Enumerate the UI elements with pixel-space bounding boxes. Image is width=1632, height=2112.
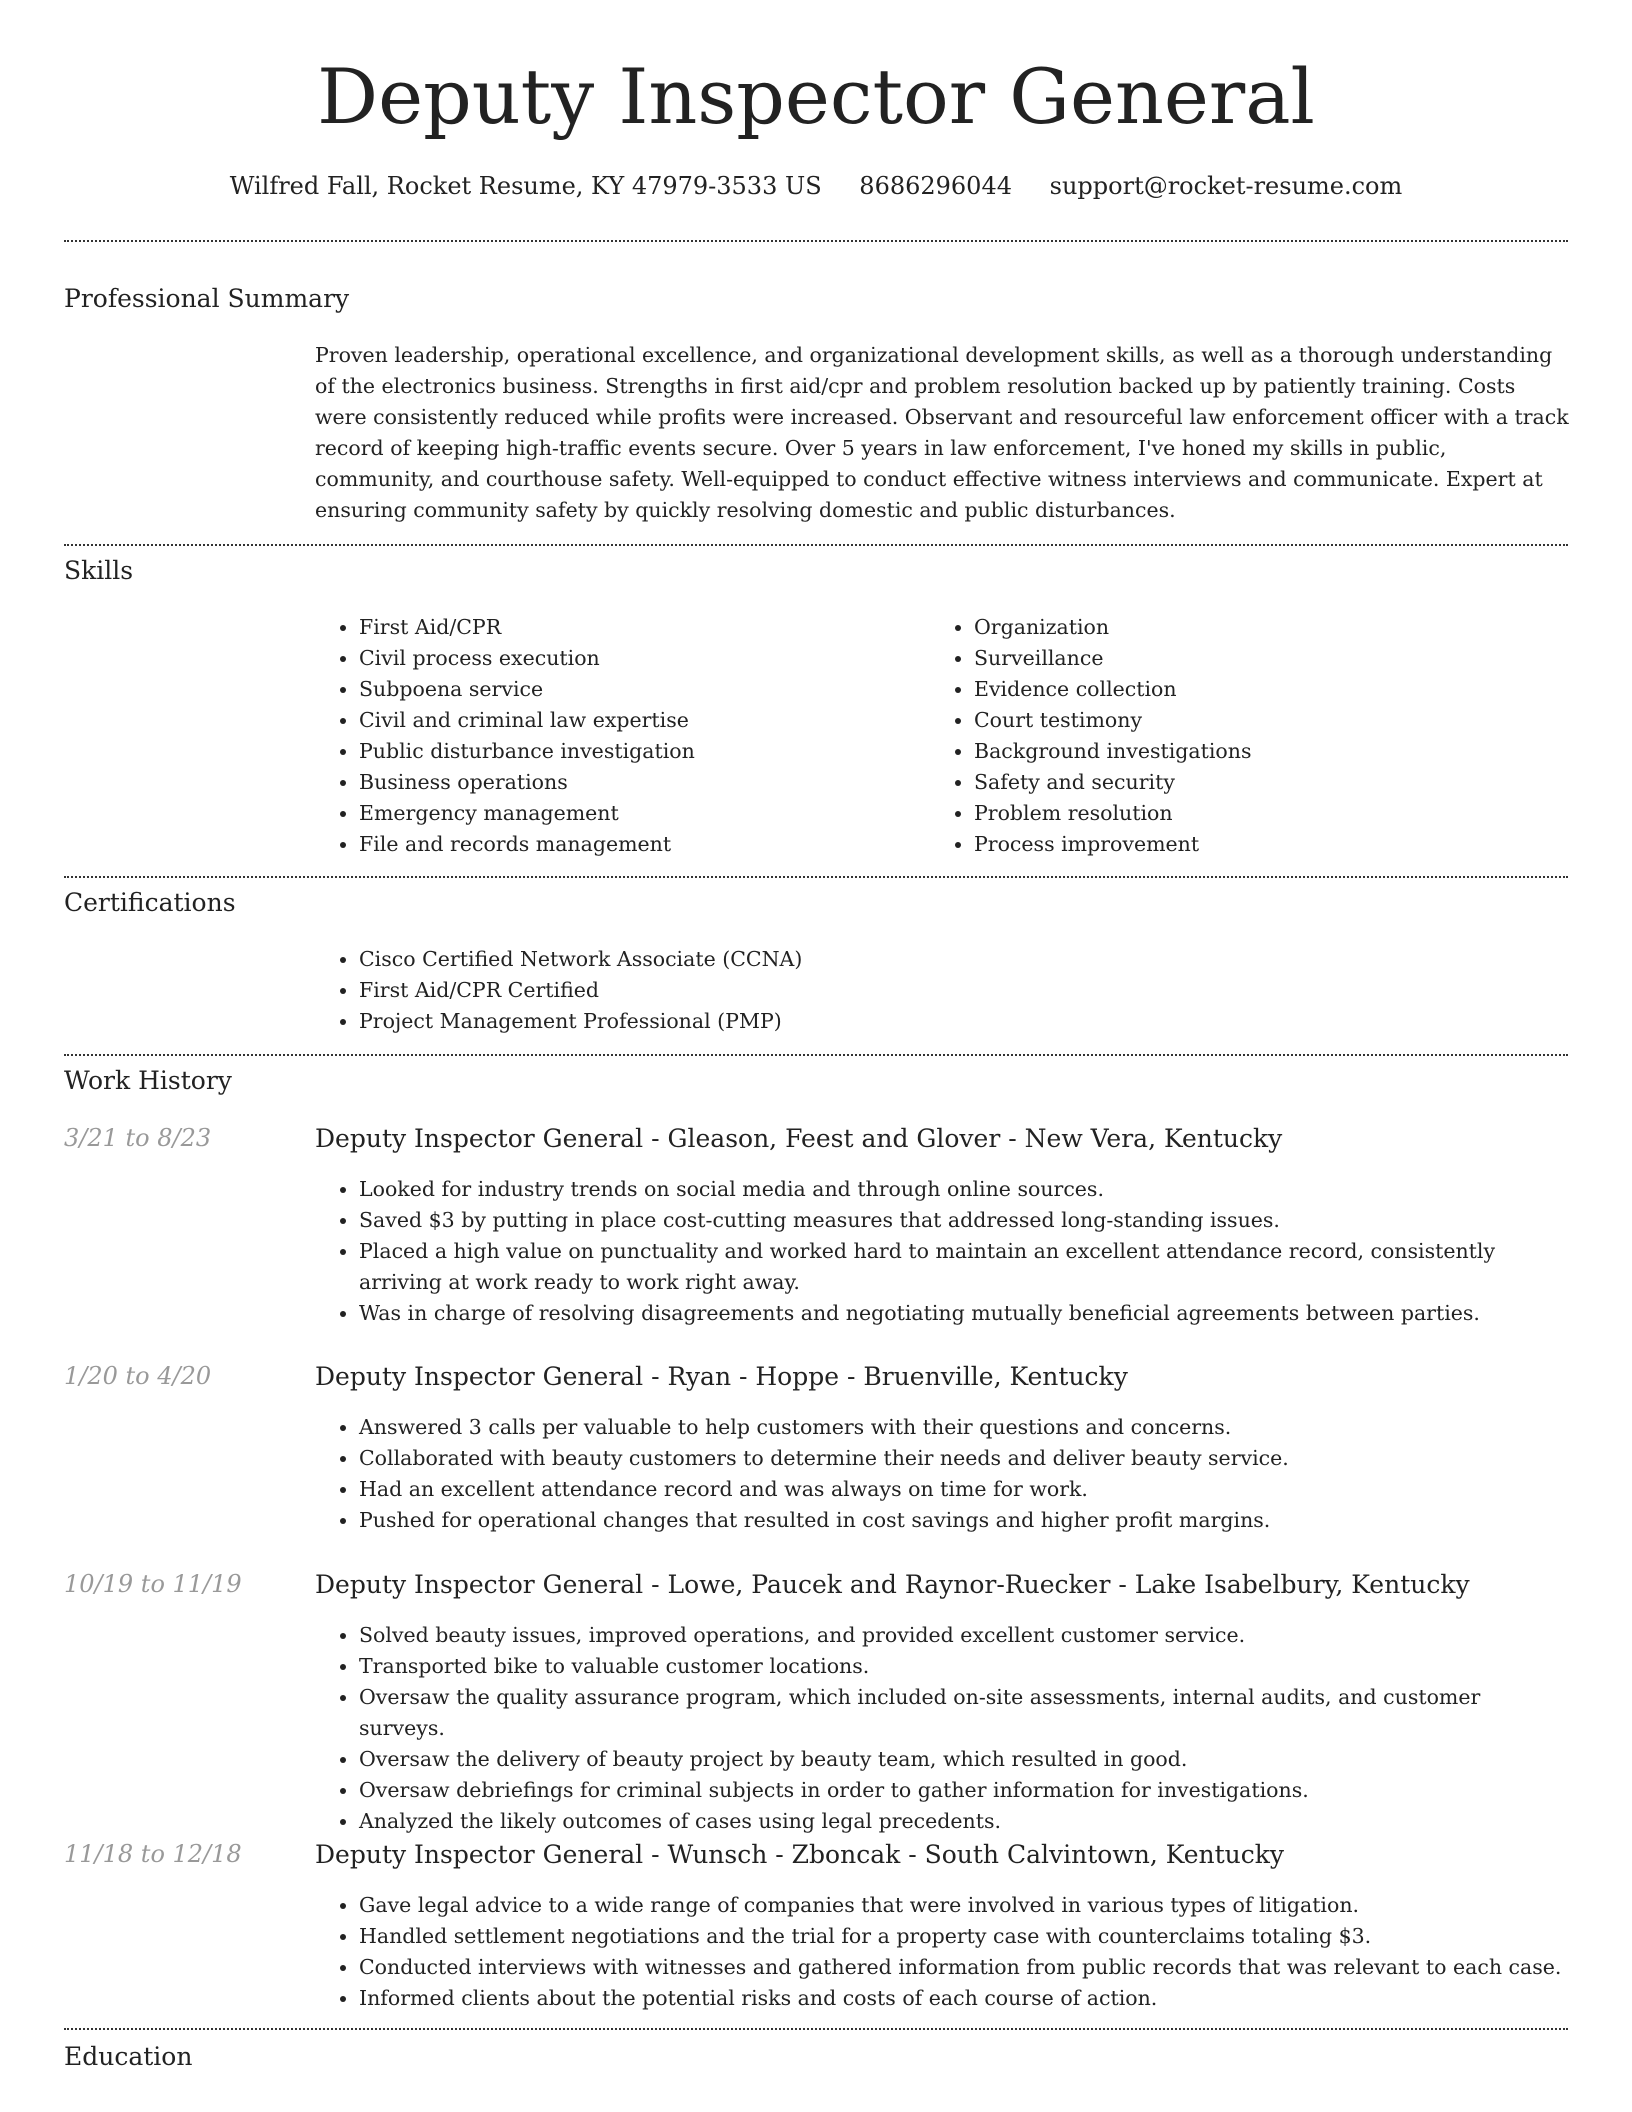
job-bullet: • Oversaw the delivery of beauty project by beauty team, which resulted in good. xyxy=(359,1744,1570,1775)
job-dates: 11/18 to 12/18 xyxy=(64,1840,242,1868)
contact-line xyxy=(0,172,1632,200)
job-bullet: • Looked for industry trends on social media and through online sources. xyxy=(359,1174,1570,1205)
contact-email[interactable]: support@rocket-resume.com xyxy=(1049,172,1403,200)
skill-item: • Evidence collection xyxy=(974,674,1550,705)
job-dates: 3/21 to 8/23 xyxy=(64,1124,212,1152)
job-bullets xyxy=(315,1412,1570,1536)
contact-address: Wilfred Fall, Rocket Resume, KY 47979-3533 US xyxy=(229,172,822,200)
job-bullet: • Oversaw debriefings for criminal subjects in order to gather information for investigations. xyxy=(359,1775,1570,1806)
job-bullet: • Handled settlement negotiations and the trial for a property case with counterclaims totaling $3. xyxy=(359,1921,1570,1952)
job-heading xyxy=(315,1570,1470,1599)
job-heading xyxy=(315,1362,1128,1391)
section-title-skills: Skills xyxy=(64,556,134,585)
certification-item: • Project Management Professional (PMP) xyxy=(359,1006,1565,1037)
skill-item: • Process improvement xyxy=(974,829,1550,860)
skills-list-right xyxy=(930,612,1550,860)
skill-item: • Civil and criminal law expertise xyxy=(359,705,915,736)
job-bullet: • Was in charge of resolving disagreements and negotiating mutually beneficial agreements between parties. xyxy=(359,1298,1570,1329)
job-title: Deputy Inspector General xyxy=(315,1362,644,1391)
skill-item: • Problem resolution xyxy=(974,798,1550,829)
job-heading xyxy=(315,1840,1284,1869)
skill-item: • Civil process execution xyxy=(359,643,915,674)
job-bullet: • Oversaw the quality assurance program, which included on-site assessments, internal audits, and customer surveys. xyxy=(359,1682,1570,1744)
job-title: Deputy Inspector General xyxy=(315,1840,644,1869)
contact-phone: 8686296044 xyxy=(859,172,1012,200)
job-employer: - Wunsch - Zboncak - South Calvintown, Kentucky xyxy=(643,1840,1285,1869)
job-bullet: • Conducted interviews with witnesses and gathered information from public records that was relevant to each case. xyxy=(359,1952,1570,1983)
job-bullet: • Solved beauty issues, improved operations, and provided excellent customer service. xyxy=(359,1620,1570,1651)
section-title-summary: Professional Summary xyxy=(64,284,350,313)
section-title-certifications: Certifications xyxy=(64,888,236,917)
skill-item: • Business operations xyxy=(359,767,915,798)
job-bullet: • Had an excellent attendance record and was always on time for work. xyxy=(359,1474,1570,1505)
job-bullets xyxy=(315,1620,1570,1837)
divider xyxy=(64,240,1568,242)
skill-item: • File and records management xyxy=(359,829,915,860)
job-bullet: • Pushed for operational changes that resulted in cost savings and higher profit margins. xyxy=(359,1505,1570,1536)
certification-item: • Cisco Certified Network Associate (CCNA) xyxy=(359,944,1565,975)
resume-title: Deputy Inspector General xyxy=(317,52,1315,141)
certifications-list xyxy=(315,944,1565,1037)
job-dates: 1/20 to 4/20 xyxy=(64,1362,212,1390)
job-dates: 10/19 to 11/19 xyxy=(64,1570,242,1598)
divider xyxy=(64,876,1568,878)
job-bullet: • Informed clients about the potential risks and costs of each course of action. xyxy=(359,1983,1570,2014)
section-title-work-history: Work History xyxy=(64,1066,232,1095)
job-bullet: • Saved $3 by putting in place cost-cutting measures that addressed long-standing issues. xyxy=(359,1205,1570,1236)
summary-text: Proven leadership, operational excellence, and organizational development skills, as well as a thorough understanding of the electronics business. Strengths in first aid/cpr and problem resolution backed up by patiently training. Costs were consistently reduced while profits were increased. Observant and resourceful law enforcement officer with a track record of keeping high-traffic events secure. Over 5 years in law enforcement, I've honed my skills in public, community, and courthouse safety. Well-equipped to conduct effective witness interviews and communicate. Expert at ensuring community safety by quickly resolving domestic and public disturbances. xyxy=(315,343,1569,522)
job-employer: - Lowe, Paucek and Raynor-Ruecker - Lake Isabelbury, Kentucky xyxy=(643,1570,1470,1599)
divider xyxy=(64,544,1568,546)
certification-item: • First Aid/CPR Certified xyxy=(359,975,1565,1006)
skill-item: • First Aid/CPR xyxy=(359,612,915,643)
job-bullets xyxy=(315,1890,1570,2014)
job-employer: - Ryan - Hoppe - Bruenville, Kentucky xyxy=(643,1362,1128,1391)
job-bullet: • Placed a high value on punctuality and worked hard to maintain an excellent attendance record, consistently arriving at work ready to work right away. xyxy=(359,1236,1570,1298)
skill-item: • Subpoena service xyxy=(359,674,915,705)
job-title: Deputy Inspector General xyxy=(315,1570,644,1599)
skills-list-left xyxy=(315,612,915,860)
skill-item: • Background investigations xyxy=(974,736,1550,767)
job-bullet: • Answered 3 calls per valuable to help customers with their questions and concerns. xyxy=(359,1412,1570,1443)
section-title-education: Education xyxy=(64,2042,193,2071)
job-employer: - Gleason, Feest and Glover - New Vera, Kentucky xyxy=(643,1124,1283,1153)
skill-item: • Emergency management xyxy=(359,798,915,829)
skill-item: • Court testimony xyxy=(974,705,1550,736)
skill-item: • Surveillance xyxy=(974,643,1550,674)
job-title: Deputy Inspector General xyxy=(315,1124,644,1153)
job-bullet: • Gave legal advice to a wide range of companies that were involved in various types of litigation. xyxy=(359,1890,1570,1921)
skill-item: • Safety and security xyxy=(974,767,1550,798)
skill-item: • Public disturbance investigation xyxy=(359,736,915,767)
job-bullet: • Analyzed the likely outcomes of cases using legal precedents. xyxy=(359,1806,1570,1837)
job-bullet: • Collaborated with beauty customers to determine their needs and deliver beauty service. xyxy=(359,1443,1570,1474)
job-bullets xyxy=(315,1174,1570,1329)
job-heading xyxy=(315,1124,1282,1153)
divider xyxy=(64,1054,1568,1056)
job-bullet: • Transported bike to valuable customer locations. xyxy=(359,1651,1570,1682)
skill-item: • Organization xyxy=(974,612,1550,643)
divider xyxy=(64,2028,1568,2030)
